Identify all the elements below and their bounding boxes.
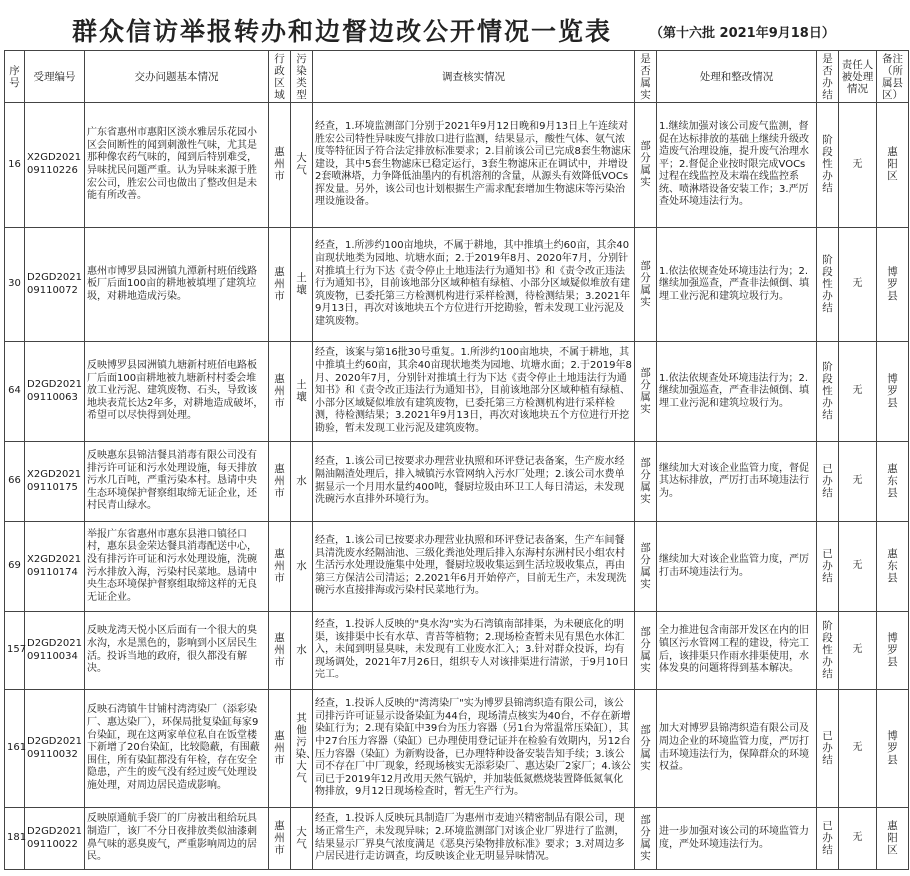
header-handling: 处理和整改情况: [657, 51, 817, 103]
cell-handling: 进一步加强对该公司的环境监管力度，严处环境违法行为。: [657, 808, 817, 870]
cell-truth: 部分属实: [635, 442, 657, 522]
cell-county: 博罗县: [877, 612, 909, 690]
cell-county: 博罗县: [877, 228, 909, 342]
cell-no: 181: [5, 808, 25, 870]
header-investigation: 调查核实情况: [313, 51, 635, 103]
page-title: 群众信访举报转办和边督边改公开情况一览表: [72, 17, 613, 46]
cell-code: X2GD202109110175: [25, 442, 85, 522]
cell-truth: 部分属实: [635, 522, 657, 612]
cell-person: 无: [839, 103, 877, 228]
cell-code: D2GD202109110063: [25, 342, 85, 442]
cell-handling: 全力推进包含南部开发区在内的旧镇区污水管网工程的建设，待完工后，该排渠只作雨水排渠使用，水体发臭的问题将得到基本解决。: [657, 612, 817, 690]
header-row: [5, 51, 909, 103]
cell-ptype: 大气: [291, 103, 313, 228]
cell-county: 惠阳区: [877, 103, 909, 228]
cell-investigation: 经查，1.投诉人反映玩具制造厂为惠州市麦迪兴精密制品有限公司，现场正常生产，未发现异味；2.环境监测部门对该企业厂界进行了监测，结果显示厂界臭气浓度满足《恶臭污染物排放标准》要求；3.对周边多户居民进行走访调查，均反映该企业无明显异味情况。: [313, 808, 635, 870]
cell-no: 161: [5, 690, 25, 808]
cell-investigation: 经查，1.投诉人反映的"臭水沟"实为石湾镇南部排渠，为未硬底化的明渠，该排渠中长有水草、青苔等植物；2.现场检查暂未见有黑色水体汇入，未闻到明显臭味，未发现有工业废水汇入；3.针对群众投诉，均有现场调处，2021年7月26日，组织专人对该排渠进行清淤，于9月10日完工。: [313, 612, 635, 690]
cell-region: 惠州市: [269, 612, 291, 690]
cell-investigation: 经查，1.该公司已按要求办理营业执照和环评登记表备案，生产车间餐具清洗废水经隔油池、三级化粪池处理后排入东海村东洲村民小组农村生活污水处理设施集中处理，餐厨垃圾收集运到生活垃圾收集点，再由第三方保洁公司清运；2.2021年6月开始停产，目前无生产，未发现洗碗污水直接排海或污染村民菜地行为。: [313, 522, 635, 612]
header-code: 受理编号: [25, 51, 85, 103]
cell-person: 无: [839, 808, 877, 870]
cell-county: 博罗县: [877, 342, 909, 442]
cell-investigation: 经查，1.所涉约100亩地块，不属于耕地，其中推填土约60亩，其余40亩现状地类为园地、坑塘水面；2.于2019年8月、2020年7月，分别针对推填土行为下达《责令停止土地违法行为通知书》和《责令改正违法行为通知书》，目前该地部分区域种植有绿植、小部分区域疑似堆放有建筑废物，已委托第三方检测机构进行采样检测，待检测结果；3.2021年9月13日，再次对该地块五个方位进行开挖勘验，暂未发现工业污泥及建筑废物。: [313, 228, 635, 342]
table-row: [5, 342, 909, 442]
cell-issue: 广东省惠州市惠阳区淡水雅居乐花园小区会间断性的闻到刺激性气味，尤其是那种像农药气味的，闻到后特别难受，异味扰民问题严重。认为异味来源于胜宏公司，胜宏公司也做出了整改但是未能有所改善。: [85, 103, 269, 228]
cell-no: 64: [5, 342, 25, 442]
cell-person: 无: [839, 522, 877, 612]
cell-person: 无: [839, 690, 877, 808]
cell-person: 无: [839, 442, 877, 522]
report-table: [4, 50, 909, 870]
cell-region: 惠州市: [269, 690, 291, 808]
cell-code: X2GD202109110226: [25, 103, 85, 228]
cell-county: 惠东县: [877, 442, 909, 522]
cell-person: 无: [839, 612, 877, 690]
cell-region: 惠州市: [269, 103, 291, 228]
cell-no: 16: [5, 103, 25, 228]
cell-region: 惠州市: [269, 228, 291, 342]
cell-ptype: 土壤: [291, 342, 313, 442]
cell-investigation: 经查，1.环境监测部门分别于2021年9月12日晚和9月13日上午连续对胜宏公司特性异味废气排放口进行监测，结果显示，酸性气体、氨气浓度等特征因子符合法定排放标准要求；2.目前该公司已完成8套生物滤床建设，其中5套生物滤床已稳定运行，3套生物滤床正在调试中，并增设2套喷淋塔，力争降低油墨内的有机溶剂的含量，从源头有效降低VOCs挥发量。另外，该公司也计划根据生产需求配套增加生物滤床等污染治理设施设备。: [313, 103, 635, 228]
cell-code: D2GD202109110022: [25, 808, 85, 870]
header-done: 是否办结: [817, 51, 839, 103]
cell-done: 已办结: [817, 522, 839, 612]
table-row: [5, 442, 909, 522]
header-person: 责任人被处理情况: [839, 51, 877, 103]
cell-code: X2GD202109110174: [25, 522, 85, 612]
table-row: [5, 103, 909, 228]
cell-no: 157: [5, 612, 25, 690]
table-header: [5, 51, 909, 103]
header-ptype: 污染类型: [291, 51, 313, 103]
page-subtitle: （第十六批 2021年9月18日）: [650, 26, 835, 41]
cell-truth: 部分属实: [635, 342, 657, 442]
cell-done: 阶段性办结: [817, 612, 839, 690]
cell-done: 已办结: [817, 442, 839, 522]
cell-done: 阶段性办结: [817, 103, 839, 228]
cell-handling: 1.继续加强对该公司废气监测，督促在达标排放的基础上继续升级改造废气治理设施，提升废气治理水平；2.督促企业按时限完成VOCs过程在线监控及末端在线监控系统、喷淋塔设备安装工作；3.严厉查处环境违法行为。: [657, 103, 817, 228]
cell-truth: 部分属实: [635, 228, 657, 342]
cell-issue: 举报广东省惠州市惠东县港口镇径口村，惠东县金荣达餐具消毒配送中心，没有排污许可证和污水处理设施，洗碗污水排放入海，污染村民菜地。恳请中央生态环境保护督察组取缔这样的无良无证企业。: [85, 522, 269, 612]
cell-investigation: 经查，1.该公司已按要求办理营业执照和环评登记表备案，生产废水经隔油隔渣处理后，排入城镇污水管网纳入污水厂处理；2.该公司水费单据显示一个月用水量约400吨，餐厨垃圾由环卫工人每日清运，未发现洗碗污水直排外环境行为。: [313, 442, 635, 522]
header-no: 序号: [5, 51, 25, 103]
cell-done: 已办结: [817, 808, 839, 870]
cell-issue: 反映惠东县锦洁餐具消毒有限公司没有排污许可证和污水处理设施，每天排放污水几百吨，严重污染本村。恳请中央生态环境保护督察组取缔无证企业，还村民青山绿水。: [85, 442, 269, 522]
cell-region: 惠州市: [269, 522, 291, 612]
header-county: 备注（所属县区）: [877, 51, 909, 103]
cell-code: D2GD202109110032: [25, 690, 85, 808]
table-row: [5, 522, 909, 612]
cell-issue: 反映博罗县园洲镇九塘新村班佰电路板厂后面100亩耕地被九塘新村村委会堆放工业污泥、建筑废物、石头，导致该地块表荒长达2年多，对耕地造成破坏，希望可以尽快得到处理。: [85, 342, 269, 442]
cell-issue: 惠州市博罗县园洲镇九潭新村班佰线路板厂后面100亩的耕地被填埋了建筑垃圾，对耕地造成污染。: [85, 228, 269, 342]
cell-handling: 1.依法依规查处环境违法行为；2.继续加强巡查，严查非法倾倒、填埋工业污泥和建筑垃圾行为。: [657, 228, 817, 342]
header-issue: 交办问题基本情况: [85, 51, 269, 103]
cell-done: 阶段性办结: [817, 228, 839, 342]
cell-handling: 继续加大对该企业监管力度，督促其达标排放，严厉打击环境违法行为。: [657, 442, 817, 522]
table-row: [5, 690, 909, 808]
cell-region: 惠州市: [269, 808, 291, 870]
cell-ptype: 水: [291, 522, 313, 612]
cell-ptype: 大气: [291, 808, 313, 870]
cell-region: 惠州市: [269, 342, 291, 442]
cell-code: D2GD202109110034: [25, 612, 85, 690]
cell-truth: 部分属实: [635, 690, 657, 808]
cell-truth: 部分属实: [635, 612, 657, 690]
cell-handling: 1.依法依规查处环境违法行为；2.继续加强巡查，严查非法倾倒、填埋工业污泥和建筑垃圾行为。: [657, 342, 817, 442]
cell-no: 69: [5, 522, 25, 612]
cell-ptype: 土壤: [291, 228, 313, 342]
table-row: [5, 808, 909, 870]
title-row: [0, 0, 910, 52]
cell-truth: 部分属实: [635, 808, 657, 870]
cell-ptype: 水: [291, 442, 313, 522]
table-row: [5, 228, 909, 342]
header-region: 行政区域: [269, 51, 291, 103]
cell-person: 无: [839, 228, 877, 342]
cell-issue: 反映石湾镇牛甘铺村湾湾染厂（添彩染厂、惠达染厂），环保局批复染缸每家9台染缸，现在这两家单位私自在饭堂楼下新增了20台染缸，比较隐蔽，有围蔽围住，所有染缸都没有年检，存在安全隐患，产生的废气没有经过废气处理设施处理，对周边居民造成影响。: [85, 690, 269, 808]
cell-county: 惠阳区: [877, 808, 909, 870]
cell-ptype: 水: [291, 612, 313, 690]
cell-truth: 部分属实: [635, 103, 657, 228]
cell-handling: 加大对博罗县锦湾织造有限公司及周边企业的环境监管力度，严厉打击环境违法行为，保障群众的环境权益。: [657, 690, 817, 808]
cell-issue: 反映龙湾天悦小区后面有一个很大的臭水沟，水是黑色的，影响到小区居民生活。投诉当地的政府，很久都没有解决。: [85, 612, 269, 690]
cell-ptype: 其他污染、大气: [291, 690, 313, 808]
cell-no: 66: [5, 442, 25, 522]
cell-person: 无: [839, 342, 877, 442]
cell-done: 阶段性办结: [817, 342, 839, 442]
cell-no: 30: [5, 228, 25, 342]
cell-code: D2GD202109110072: [25, 228, 85, 342]
cell-done: 已办结: [817, 690, 839, 808]
table-row: [5, 612, 909, 690]
cell-investigation: 经查，该案与第16批30号重复。1.所涉约100亩地块，不属于耕地，其中推填土约60亩，其余40亩现状地类为园地、坑塘水面；2.于2019年8月、2020年7月，分别针对推填土行为下达《责令停止土地违法行为通知书》和《责令改正违法行为通知书》，目前该地部分区域种植有绿植、小部分区域疑似堆放有建筑废物，已委托第三方检测机构进行采样检测，待检测结果；3.2021年9月13日，再次对该地块五个方位进行开挖勘验，暂未发现工业污泥及建筑废物。: [313, 342, 635, 442]
table-body: [5, 103, 909, 870]
cell-county: 博罗县: [877, 690, 909, 808]
cell-issue: 反映原通航手袋厂的厂房被出租给玩具制造厂，该厂不分日夜排放类似油漆刺鼻气味的恶臭废气，严重影响周边的居民。: [85, 808, 269, 870]
cell-region: 惠州市: [269, 442, 291, 522]
cell-county: 惠东县: [877, 522, 909, 612]
header-truth: 是否属实: [635, 51, 657, 103]
cell-handling: 继续加大对该企业监管力度，严厉打击环境违法行为。: [657, 522, 817, 612]
cell-investigation: 经查，1.投诉人反映的"湾湾染厂"实为博罗县锦湾织造有限公司，该公司排污许可证显示设备染缸为44台，现场清点核实为40台，不存在新增染缸行为；2.现有染缸中39台为压力容器（另1台为常温常压染缸），其中27台压力容器（染缸）已办理使用登记证并在检验有效期内，另12台压力容器（染缸）为新购设备，已办理特种设备安装告知手续；3.该公司不存在厂中厂现象，经现场核实无添彩染厂、惠达染厂2家厂；4.该公司已于2019年12月改用天然气锅炉，并加装低氮燃烧装置降低氮氧化物排放，9月12日现场检查时，暂无生产行为。: [313, 690, 635, 808]
